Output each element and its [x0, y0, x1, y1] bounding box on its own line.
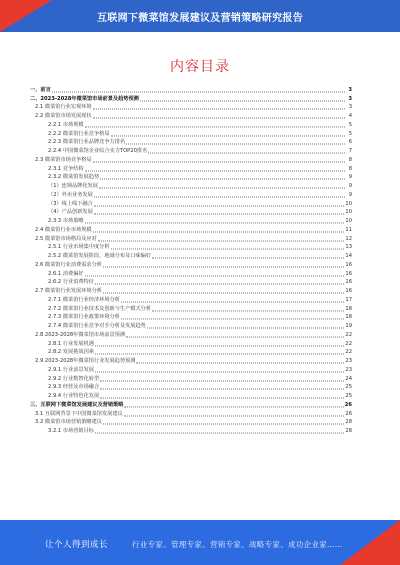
toc-page-number: 10 — [345, 200, 352, 207]
toc-leader-dots — [95, 284, 344, 285]
toc-entry[interactable] — [30, 191, 352, 200]
toc-page-number: 5 — [348, 121, 352, 128]
toc-leader-dots — [121, 301, 344, 302]
toc-entry-title: 一、前言 — [30, 86, 51, 93]
footer-red-accent — [340, 520, 400, 565]
toc-entry-title: 2.9.1 行业前景发展 — [48, 366, 94, 373]
toc-leader-dots — [124, 415, 345, 416]
toc-entry[interactable] — [30, 287, 352, 296]
footer-slogan: 让个人得到成长 — [45, 540, 109, 550]
table-of-contents — [30, 86, 352, 518]
toc-page-number: 9 — [348, 183, 352, 190]
toc-entry-title: 2.8.1 行业发展机遇 — [48, 340, 94, 347]
toc-leader-dots — [93, 118, 345, 119]
toc-page-number: 13 — [345, 244, 352, 251]
toc-entry[interactable] — [30, 296, 352, 305]
toc-page-number: 26 — [344, 401, 352, 408]
toc-leader-dots — [152, 310, 344, 311]
toc-page-number: 10 — [345, 218, 352, 225]
toc-entry-title: 3.2 微菜馆市场营销策略建议 — [35, 419, 102, 426]
toc-entry[interactable] — [30, 401, 352, 410]
toc-entry[interactable] — [30, 392, 352, 401]
toc-entry-title: 2.6 微菜馆行业消费需求分析 — [35, 261, 102, 268]
toc-page-number: 25 — [345, 393, 352, 400]
toc-entry[interactable] — [30, 349, 352, 358]
toc-leader-dots — [95, 371, 344, 372]
toc-entry-title: 2.5.2 微菜馆发展阶段、地域分布及口味偏好 — [48, 253, 152, 260]
toc-leader-dots — [93, 231, 345, 232]
toc-leader-dots — [148, 153, 345, 154]
toc-page-number: 16 — [345, 279, 352, 286]
toc-leader-dots — [100, 380, 344, 381]
toc-entry-title: 2.3.3 市场策略 — [48, 218, 84, 225]
toc-entry-title: 2.1 微菜馆行业宏观环境 — [35, 104, 92, 111]
report-header — [0, 0, 400, 32]
toc-page-number: 14 — [345, 253, 352, 260]
toc-entry[interactable] — [30, 121, 352, 130]
toc-leader-dots — [95, 433, 344, 434]
toc-entry-title: （2）外卖业务发展 — [48, 191, 93, 198]
toc-page-number: 22 — [345, 349, 352, 356]
toc-leader-dots — [93, 109, 345, 110]
toc-entry-title: 2.6.1 消费偏好 — [48, 270, 84, 277]
toc-entry[interactable] — [30, 200, 352, 209]
toc-page-number: 9 — [348, 191, 352, 198]
toc-entry[interactable] — [30, 427, 352, 436]
toc-page-number: 16 — [345, 270, 352, 277]
toc-page-number: 18 — [345, 314, 352, 321]
toc-page-number: 22 — [345, 340, 352, 347]
toc-page-number: 5 — [348, 130, 352, 137]
toc-page-number: 9 — [348, 174, 352, 181]
toc-leader-dots — [85, 170, 345, 171]
toc-leader-dots — [85, 223, 345, 224]
toc-leader-dots — [152, 258, 344, 259]
toc-leader-dots — [98, 240, 345, 241]
toc-entry-title: 2.5 微菜馆市场格局及应对 — [35, 235, 97, 242]
toc-leader-dots — [136, 363, 344, 364]
toc-entry-title: 2.7.4 微菜馆行业竞争对手分析及发展趋势 — [48, 323, 146, 330]
toc-entry[interactable] — [30, 174, 352, 183]
toc-entry[interactable] — [30, 165, 352, 174]
toc-entry[interactable] — [30, 270, 352, 279]
toc-page-number: 18 — [345, 305, 352, 312]
toc-entry[interactable] — [30, 384, 352, 393]
toc-leader-dots — [111, 249, 345, 250]
toc-leader-dots — [147, 328, 345, 329]
toc-entry[interactable] — [30, 112, 352, 121]
toc-entry[interactable] — [30, 357, 352, 366]
toc-leader-dots — [100, 398, 344, 399]
toc-leader-dots — [95, 354, 344, 355]
toc-entry-title: 3.2.1 市场营销目标 — [48, 428, 94, 435]
toc-entry-title: （4）产品创新发展 — [48, 209, 93, 216]
toc-page-number: 19 — [345, 323, 352, 330]
toc-entry-title: 2.9.2 行业数智化转型 — [48, 375, 100, 382]
toc-entry-title: 三、互联网下微菜馆发展建议及营销策略 — [30, 401, 124, 408]
toc-page-number: 28 — [345, 419, 352, 426]
footer-audience: 行业专家、管理专家、营销专家、战略专家、成功企业家…… — [132, 540, 343, 549]
toc-leader-dots — [94, 196, 345, 197]
toc-leader-dots — [52, 91, 345, 92]
toc-entry-title: 2.9.3 经营及市场融合 — [48, 384, 100, 391]
toc-entry-title: 2.2.4 中国微菜馆企业综合实力TOP20排名 — [48, 148, 148, 155]
toc-entry-title: 2.4 微菜馆行业市场规模 — [35, 226, 92, 233]
toc-heading: 内容目录 — [170, 59, 230, 75]
toc-entry-title: 2.2.3 微菜馆行业品牌竞争力排名 — [48, 139, 126, 146]
toc-page-number: 8 — [348, 156, 352, 163]
toc-page-number: 12 — [345, 235, 352, 242]
toc-page-number: 7 — [348, 148, 352, 155]
toc-page-number: 22 — [345, 331, 352, 338]
toc-entry[interactable] — [30, 305, 352, 314]
toc-page-number: 16 — [345, 261, 352, 268]
toc-page-number: 28 — [345, 428, 352, 435]
toc-page-number: 6 — [348, 139, 352, 146]
report-title: 互联网下微菜馆发展建议及营销策略研究报告 — [97, 13, 303, 24]
toc-leader-dots — [85, 275, 345, 276]
toc-page-number: 24 — [345, 375, 352, 382]
toc-entry-title: 2.7.1 微菜馆行业经济环境分析 — [48, 296, 120, 303]
toc-entry[interactable] — [30, 147, 352, 156]
toc-entry[interactable] — [30, 331, 352, 340]
toc-entry[interactable] — [30, 130, 352, 139]
toc-leader-dots — [93, 161, 345, 162]
toc-leader-dots — [103, 266, 344, 267]
page-footer — [0, 520, 400, 565]
toc-entry[interactable] — [30, 340, 352, 349]
toc-leader-dots — [99, 188, 345, 189]
toc-entry-title: （1）连锁品牌化发展 — [48, 183, 98, 190]
toc-leader-dots — [126, 144, 345, 145]
toc-entry[interactable] — [30, 375, 352, 384]
toc-page-number: 23 — [345, 358, 352, 365]
toc-page-number: 23 — [345, 366, 352, 373]
toc-entry-title: 2.5.1 行业市场集中度分析 — [48, 244, 110, 251]
toc-leader-dots — [85, 126, 345, 127]
toc-leader-dots — [103, 293, 344, 294]
toc-entry-title: 2.9 2023-2028年微菜馆行业发展趋势预测 — [35, 358, 136, 365]
toc-leader-dots — [100, 179, 345, 180]
toc-entry[interactable] — [30, 104, 352, 113]
toc-leader-dots — [126, 336, 344, 337]
toc-page-number: 26 — [345, 410, 352, 417]
toc-entry-title: 二、2023-2028年微菜馆市场前景及趋势预测 — [30, 95, 139, 102]
toc-entry-title: 2.8 2023-2028年微菜馆市场前景预测 — [35, 331, 126, 338]
toc-entry-title: 2.7 微菜馆行业发展环境分析 — [35, 288, 102, 295]
toc-entry-title: 2.7.3 微菜馆行业政策环境分析 — [48, 314, 120, 321]
toc-entry-title: 2.6.2 行业消费特征 — [48, 279, 94, 286]
toc-page-number: 3 — [348, 86, 352, 93]
toc-leader-dots — [94, 214, 345, 215]
toc-entry[interactable] — [30, 261, 352, 270]
toc-entry[interactable] — [30, 314, 352, 323]
toc-page-number: 3 — [348, 95, 352, 102]
toc-leader-dots — [95, 345, 344, 346]
toc-page-number: 25 — [345, 384, 352, 391]
toc-entry[interactable] — [30, 139, 352, 148]
toc-entry[interactable] — [30, 86, 352, 95]
toc-leader-dots — [140, 100, 345, 101]
toc-page-number: 17 — [345, 296, 352, 303]
toc-entry-title: 2.3 微菜馆市场竞争格局 — [35, 156, 92, 163]
toc-entry-title: 2.2.1 市场规模 — [48, 121, 84, 128]
toc-entry[interactable] — [30, 419, 352, 428]
toc-entry-title: 2.2 微菜馆市场发展现状 — [35, 113, 92, 120]
toc-entry[interactable] — [30, 95, 352, 104]
toc-entry[interactable] — [30, 252, 352, 261]
toc-page-number: 11 — [345, 226, 352, 233]
toc-entry[interactable] — [30, 217, 352, 226]
toc-leader-dots — [111, 135, 345, 136]
toc-entry[interactable] — [30, 156, 352, 165]
toc-entry[interactable] — [30, 322, 352, 331]
toc-page-number: 8 — [348, 165, 352, 172]
toc-entry[interactable] — [30, 209, 352, 218]
toc-page-number: 3 — [348, 104, 352, 111]
toc-entry-title: （3）线上线下融合 — [48, 200, 93, 207]
toc-entry[interactable] — [30, 182, 352, 191]
toc-page-number: 16 — [345, 288, 352, 295]
toc-entry-title: 2.8.2 发展挑战因素 — [48, 349, 94, 356]
toc-entry[interactable] — [30, 226, 352, 235]
toc-entry[interactable] — [30, 235, 352, 244]
toc-leader-dots — [94, 205, 345, 206]
toc-entry[interactable] — [30, 366, 352, 375]
toc-entry-title: 2.9.4 行业特色化发展 — [48, 393, 100, 400]
toc-entry-title: 2.2.2 微菜馆行业竞争格局 — [48, 130, 110, 137]
toc-entry-title: 2.7.2 微菜馆行业技术及创新与生产模式分析 — [48, 305, 152, 312]
toc-entry-title: 3.1 互联网背景下中国微菜馆发展建议 — [35, 410, 123, 417]
toc-entry[interactable] — [30, 279, 352, 288]
toc-leader-dots — [121, 319, 344, 320]
toc-entry-title: 2.3.2 微菜馆发展趋势 — [48, 174, 100, 181]
toc-leader-dots — [103, 424, 344, 425]
toc-page-number: 4 — [348, 113, 352, 120]
toc-leader-dots — [124, 406, 343, 407]
toc-page-number: 10 — [345, 209, 352, 216]
toc-entry[interactable] — [30, 244, 352, 253]
toc-entry-title: 2.3.1 竞争结构 — [48, 165, 84, 172]
toc-entry[interactable] — [30, 410, 352, 419]
toc-leader-dots — [100, 389, 344, 390]
